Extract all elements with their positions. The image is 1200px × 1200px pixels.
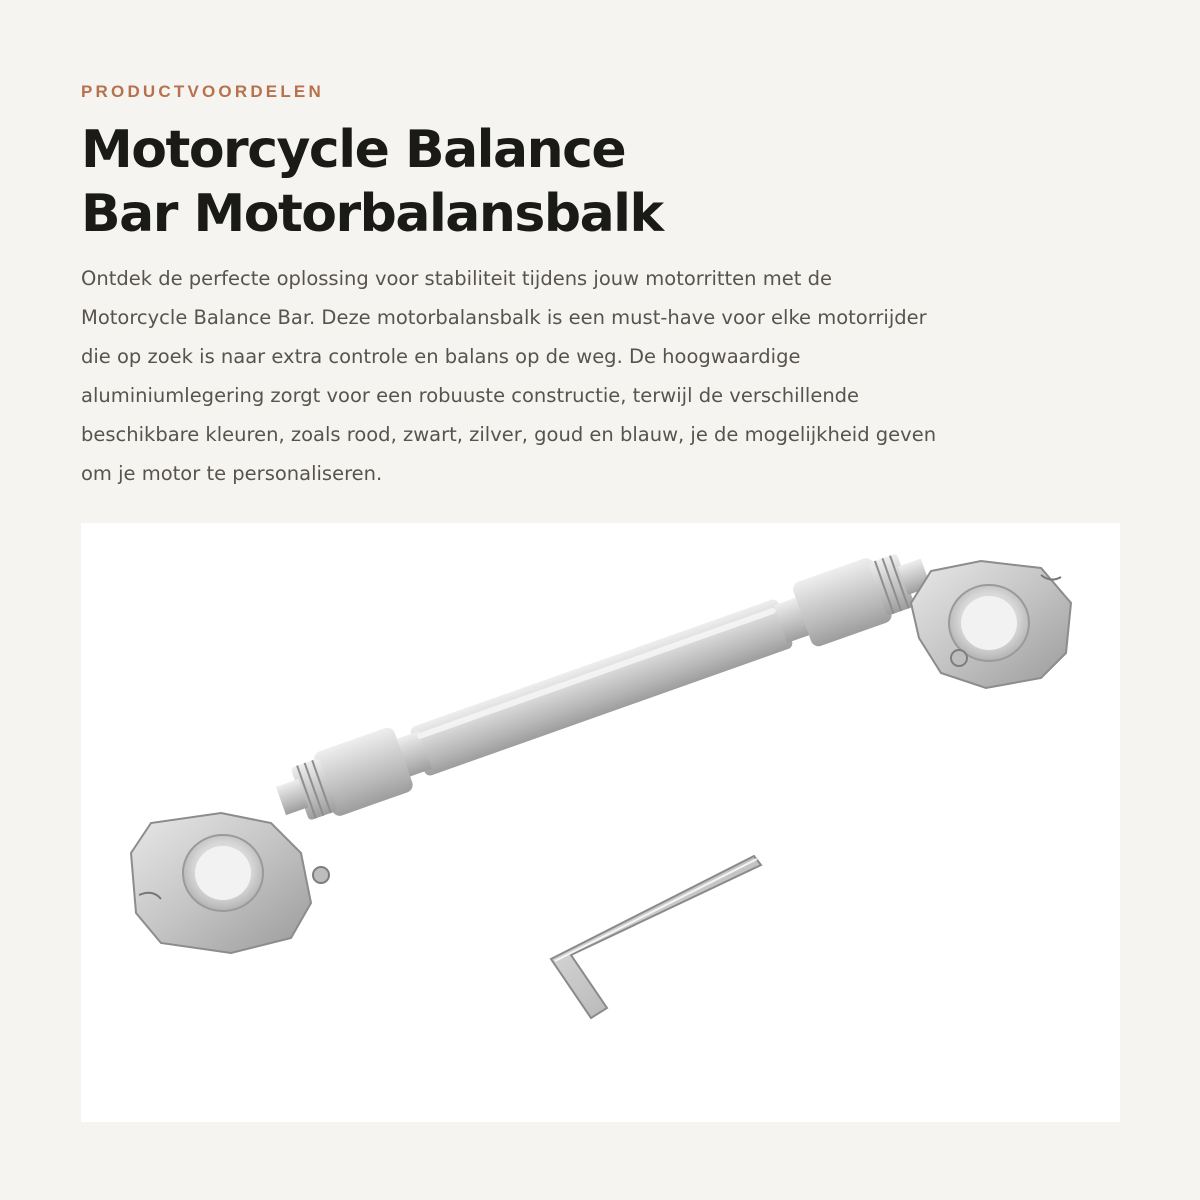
description-line: aluminiumlegering zorgt voor een robuuste constructie, terwijl de verschillende xyxy=(81,384,860,407)
right-clamp xyxy=(911,561,1071,688)
hex-key-icon xyxy=(551,856,761,1018)
balance-bar-rod xyxy=(270,541,937,833)
left-clamp xyxy=(131,813,329,953)
product-title-line: Bar Motorbalansbalk xyxy=(81,184,663,244)
product-title-line: Motorcycle Balance xyxy=(81,120,626,180)
balance-bar-illustration xyxy=(81,523,1120,1122)
product-title xyxy=(81,118,881,246)
description-line: Motorcycle Balance Bar. Deze motorbalansbalk is een must-have voor elke motorrijder xyxy=(81,306,927,329)
description-line: om je motor te personaliseren. xyxy=(81,462,383,485)
section-eyebrow: PRODUCTVOORDELEN xyxy=(81,82,324,101)
description-line: die op zoek is naar extra controle en balans op de weg. De hoogwaardige xyxy=(81,345,801,368)
description-line: Ontdek de perfecte oplossing voor stabiliteit tijdens jouw motorritten met de xyxy=(81,267,832,290)
product-description xyxy=(81,259,1121,493)
product-image xyxy=(81,523,1120,1122)
description-line: beschikbare kleuren, zoals rood, zwart, zilver, goud en blauw, je de mogelijkheid geven xyxy=(81,423,937,446)
